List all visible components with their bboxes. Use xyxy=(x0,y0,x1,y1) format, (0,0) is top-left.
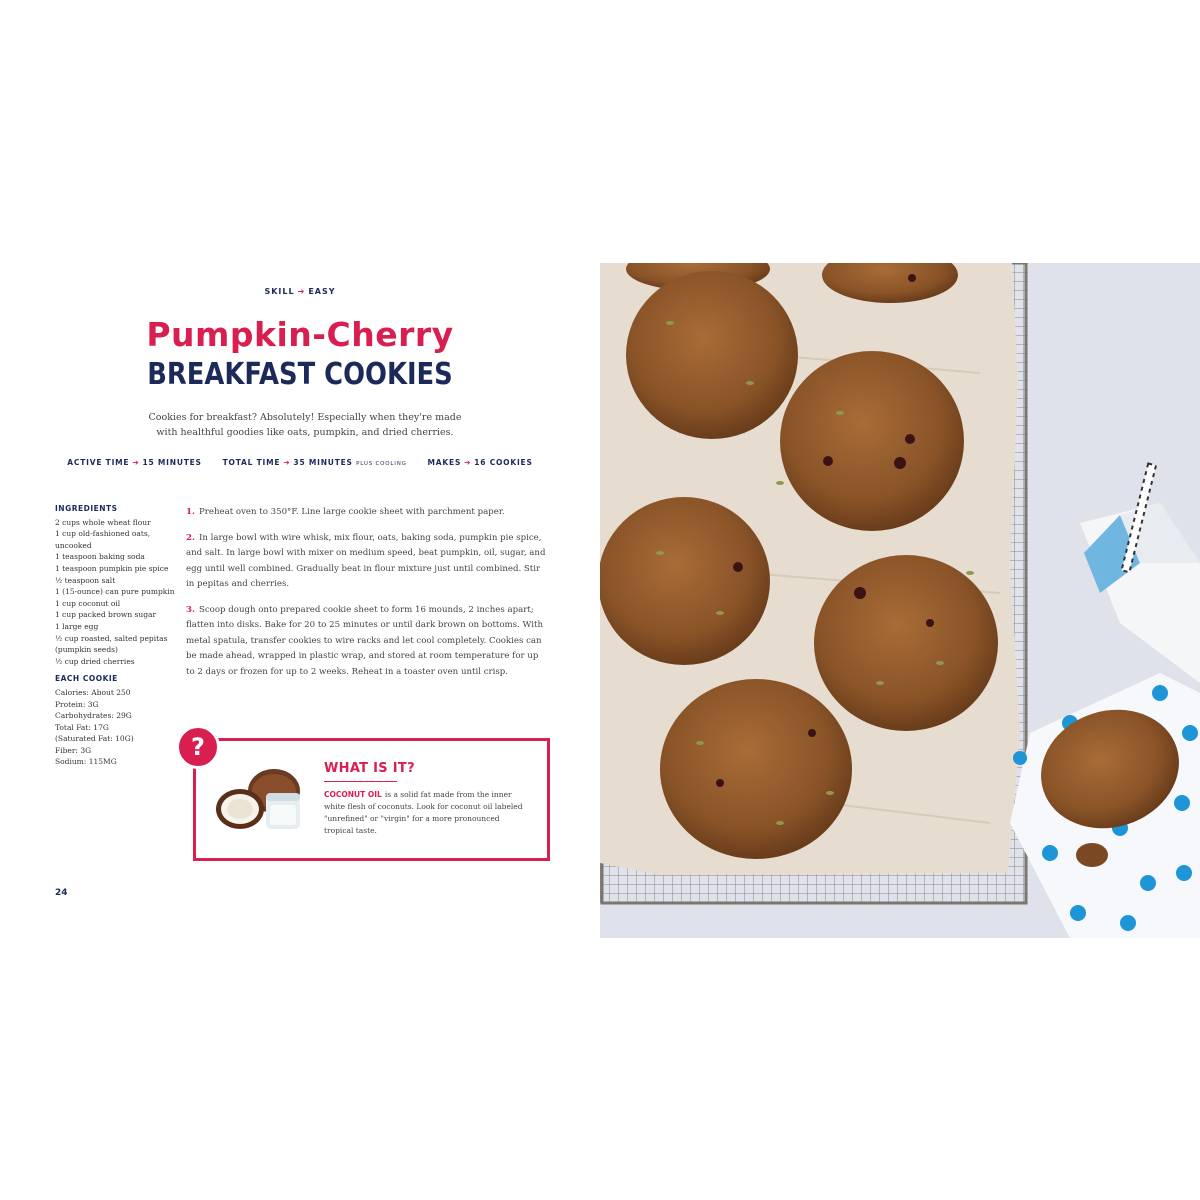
nutrition-heading: EACH COOKIE xyxy=(55,674,118,684)
step-text: Scoop dough onto prepared cookie sheet to form 16 mounds, 2 inches apart; flatten into disks. Bake for 20 to 25 minutes or until dark brown on bottoms. With metal spatula, transfer cookies to wire racks and let cool completely. Cookies can be made ahead, wrapped in plastic wrap, and stored at room temperature for up to 2 days or frozen for up to 2 weeks. Reheat in a toaster oven until crisp. xyxy=(186,604,543,677)
cookie xyxy=(780,351,964,531)
step-text: Preheat oven to 350°F. Line large cookie sheet with parchment paper. xyxy=(198,507,505,517)
what-is-it-title: WHAT IS IT? xyxy=(324,761,415,776)
ingredients-heading: INGREDIENTS xyxy=(55,504,118,513)
skill-level xyxy=(0,287,600,296)
ingredient-item: 1 cup packed brown sugar xyxy=(55,610,157,620)
nutrition-item: Fiber: 3G xyxy=(55,745,92,755)
makes-label: MAKES xyxy=(427,458,462,467)
nutrition-item: Total Fat: 17G xyxy=(55,722,109,732)
active-time-value: 15 MINUTES xyxy=(142,458,202,467)
ingredient-item: 1 cup old-fashioned oats, uncooked xyxy=(55,529,151,550)
nutrition-item: Calories: About 250 xyxy=(55,687,131,697)
ingredient-item: 1 teaspoon baking soda xyxy=(55,552,145,562)
total-time-label: TOTAL TIME xyxy=(222,458,281,467)
skill-value: EASY xyxy=(308,287,336,296)
ingredient-item: 1 teaspoon pumpkin pie spice xyxy=(55,563,169,573)
step-text: In large bowl with wire whisk, mix flour, oats, baking soda, pumpkin pie spice, and salt. In large bowl with mixer on medium speed, beat pumpkin, oil, sugar, and egg until well combined. Gradually beat in flour mixture just until combined. Stir in pepitas and cherries. xyxy=(186,532,546,589)
recipe-intro: Cookies for breakfast? Absolutely! Especially when they're made with healthful goodies like oats, pumpkin, and dried cherries. xyxy=(148,412,462,438)
makes-value: 16 COOKIES xyxy=(474,458,533,467)
step-number: 3. xyxy=(186,604,195,615)
recipe-title-line2: BREAKFAST COOKIES xyxy=(147,357,453,392)
arrow-right-icon: ➔ xyxy=(297,287,306,296)
arrow-right-icon: ➔ xyxy=(464,458,472,467)
cookies-photo-illustration xyxy=(600,263,1200,938)
ingredients-column xyxy=(55,503,175,768)
ingredient-item: ½ cup roasted, salted pepitas (pumpkin seeds) xyxy=(55,633,168,655)
nutrition-item: Sodium: 115MG xyxy=(55,757,117,767)
cookie xyxy=(814,555,998,731)
active-time-label: ACTIVE TIME xyxy=(67,458,130,467)
nutrition-item: Carbohydrates: 29G xyxy=(55,711,132,721)
arrow-right-icon: ➔ xyxy=(132,458,140,467)
ingredient-item: 1 large egg xyxy=(55,621,99,631)
question-icon: ? xyxy=(176,725,220,769)
term-coconut-oil: COCONUT OIL xyxy=(324,790,382,799)
step-number: 2. xyxy=(186,532,195,543)
step-2 xyxy=(186,531,546,593)
what-is-it-text xyxy=(324,789,529,837)
ingredient-item: 1 (15-ounce) can pure pumpkin xyxy=(55,587,175,597)
recipe-title-line1: Pumpkin-Cherry xyxy=(146,315,454,354)
page-number: 24 xyxy=(55,888,68,898)
term-definition: is a solid fat made from the inner white flesh of coconuts. Look for coconut oil labeled "unrefined" or "virgin" for a more pronounced tropical taste. xyxy=(324,790,523,835)
coconut-illustration xyxy=(212,763,312,835)
skill-label: SKILL xyxy=(264,287,295,296)
nutrition-item: (Saturated Fat: 10G) xyxy=(55,734,134,744)
cookies-photo xyxy=(600,263,1200,938)
ingredients-list xyxy=(55,517,175,668)
recipe-page xyxy=(0,263,600,938)
ingredient-item: 1 cup coconut oil xyxy=(55,598,121,608)
title-underline xyxy=(324,781,397,782)
total-time-value: 35 MINUTES xyxy=(293,458,353,467)
step-3 xyxy=(186,603,546,681)
recipe-meta xyxy=(0,458,600,467)
cookie xyxy=(600,497,770,665)
book-spread xyxy=(0,263,1200,938)
step-1 xyxy=(186,505,546,521)
arrow-right-icon: ➔ xyxy=(283,458,291,467)
nutrition-list xyxy=(55,687,175,768)
total-time-note: PLUS COOLING xyxy=(356,461,407,467)
ingredient-item: 2 cups whole wheat flour xyxy=(55,517,151,527)
nutrition-item: Protein: 3G xyxy=(55,699,99,709)
cookie xyxy=(626,271,798,439)
what-is-it-box xyxy=(193,738,550,861)
directions xyxy=(186,505,546,690)
step-number: 1. xyxy=(186,507,195,517)
cookie xyxy=(660,679,852,859)
ingredient-item: ½ cup dried cherries xyxy=(55,656,135,666)
ingredient-item: ½ teaspoon salt xyxy=(55,575,116,585)
